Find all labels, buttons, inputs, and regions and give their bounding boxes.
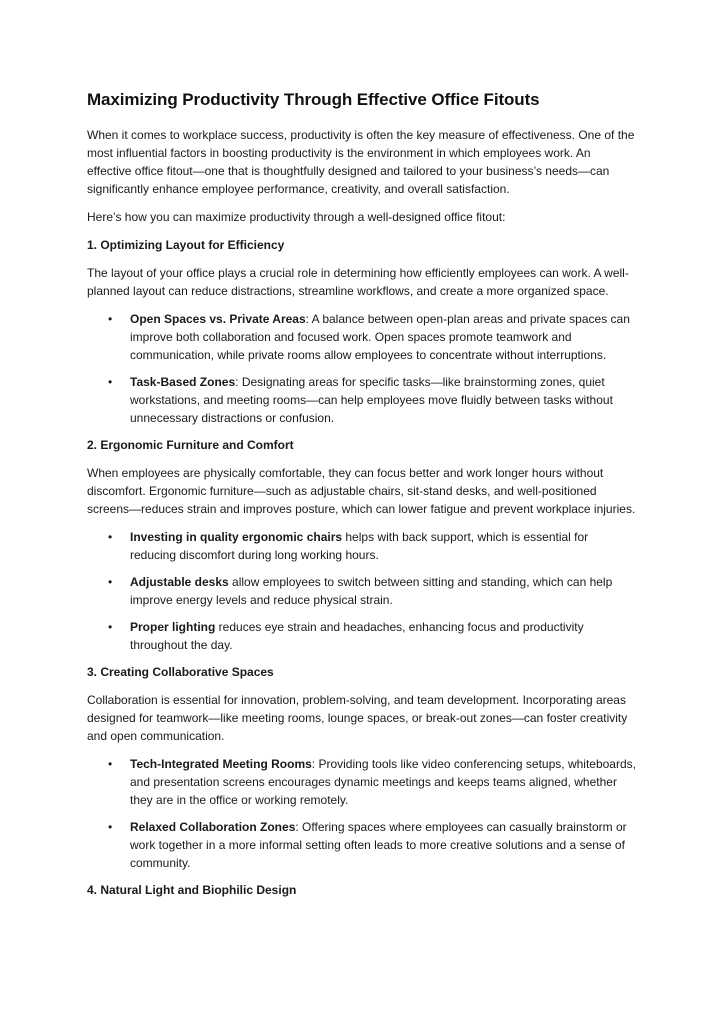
bullet-item-text: allow employees to switch between sitting and standing, which can help improve energy levels and reduce physical strain. [130, 575, 613, 607]
bullet-list [87, 528, 637, 654]
bullet-icon: • [108, 820, 113, 834]
bullet-list [87, 310, 637, 427]
section-paragraph: Collaboration is essential for innovation, problem-solving, and team development. Incorporating areas designed for teamwork—like meeting rooms, lounge spaces, or break-out zones—can foster creativity and open communication. [87, 693, 628, 743]
bullet-icon: • [108, 375, 113, 389]
bullet-list-item [108, 618, 637, 654]
bullet-list-item [108, 573, 637, 609]
bullet-item-lead: Task-Based Zones [130, 375, 236, 389]
bullet-item-text: : Designating areas for specific tasks—like brainstorming zones, quiet workstations, and meeting rooms—can help employees move fluidly between tasks without unnecessary distractions or confusion. [130, 375, 613, 425]
bullet-list-item [108, 373, 637, 427]
section-paragraph: The layout of your office plays a crucial role in determining how efficiently employees can work. A well-planned layout can reduce distractions, streamline workflows, and create a more organized space. [87, 266, 629, 298]
bullet-list-item [108, 528, 637, 564]
bullet-item-text: : A balance between open-plan areas and private spaces can improve both collaboration and focused work. Open spaces promote teamwork and communication, while private rooms allow employees to concentrate without interruptions. [130, 312, 630, 362]
bullet-list-item [108, 310, 637, 364]
bullet-icon: • [108, 575, 113, 589]
bullet-list [87, 755, 637, 872]
bullet-icon: • [108, 312, 113, 326]
document-body [87, 88, 637, 909]
bullet-list-item [108, 818, 637, 872]
bullet-icon: • [108, 530, 113, 544]
sections-container [87, 236, 637, 899]
intro-paragraph: When it comes to workplace success, productivity is often the key measure of effectiveness. One of the most influential factors in boosting productivity is the environment in which employees work. An effective office fitout—one that is thoughtfully designed and tailored to your business’s needs—can significantly enhance employee performance, creativity, and overall satisfaction. [87, 128, 635, 196]
section-heading: 3. Creating Collaborative Spaces [87, 665, 274, 679]
bullet-item-lead: Tech-Integrated Meeting Rooms [130, 757, 312, 771]
document-title: Maximizing Productivity Through Effective Office Fitouts [87, 90, 540, 109]
section-heading: 2. Ergonomic Furniture and Comfort [87, 438, 294, 452]
bullet-list-item [108, 755, 637, 809]
bullet-item-text: : Providing tools like video conferencing setups, whiteboards, and presentation screens encourages dynamic meetings and keeps teams aligned, whether they are in the office or working remotely. [130, 757, 636, 807]
section-paragraph: When employees are physically comfortable, they can focus better and work longer hours without discomfort. Ergonomic furniture—such as adjustable chairs, sit-stand desks, and well-positioned screens—reduces strain and improves posture, which can lower fatigue and prevent workplace injuries. [87, 466, 636, 516]
lead-paragraph: Here’s how you can maximize productivity through a well-designed office fitout: [87, 210, 506, 224]
bullet-item-lead: Proper lighting [130, 620, 216, 634]
bullet-item-lead: Adjustable desks [130, 575, 229, 589]
bullet-icon: • [108, 620, 113, 634]
bullet-item-text: reduces eye strain and headaches, enhancing focus and productivity throughout the day. [130, 620, 584, 652]
bullet-item-lead: Open Spaces vs. Private Areas [130, 312, 306, 326]
bullet-item-lead: Investing in quality ergonomic chairs [130, 530, 343, 544]
bullet-item-lead: Relaxed Collaboration Zones [130, 820, 296, 834]
section-heading: 1. Optimizing Layout for Efficiency [87, 238, 285, 252]
bullet-item-text: helps with back support, which is essential for reducing discomfort during long working hours. [130, 530, 589, 562]
bullet-icon: • [108, 757, 113, 771]
bullet-item-text: : Offering spaces where employees can casually brainstorm or work together in a more informal setting often leads to more creative solutions and a sense of community. [130, 820, 627, 870]
section-heading: 4. Natural Light and Biophilic Design [87, 883, 297, 897]
